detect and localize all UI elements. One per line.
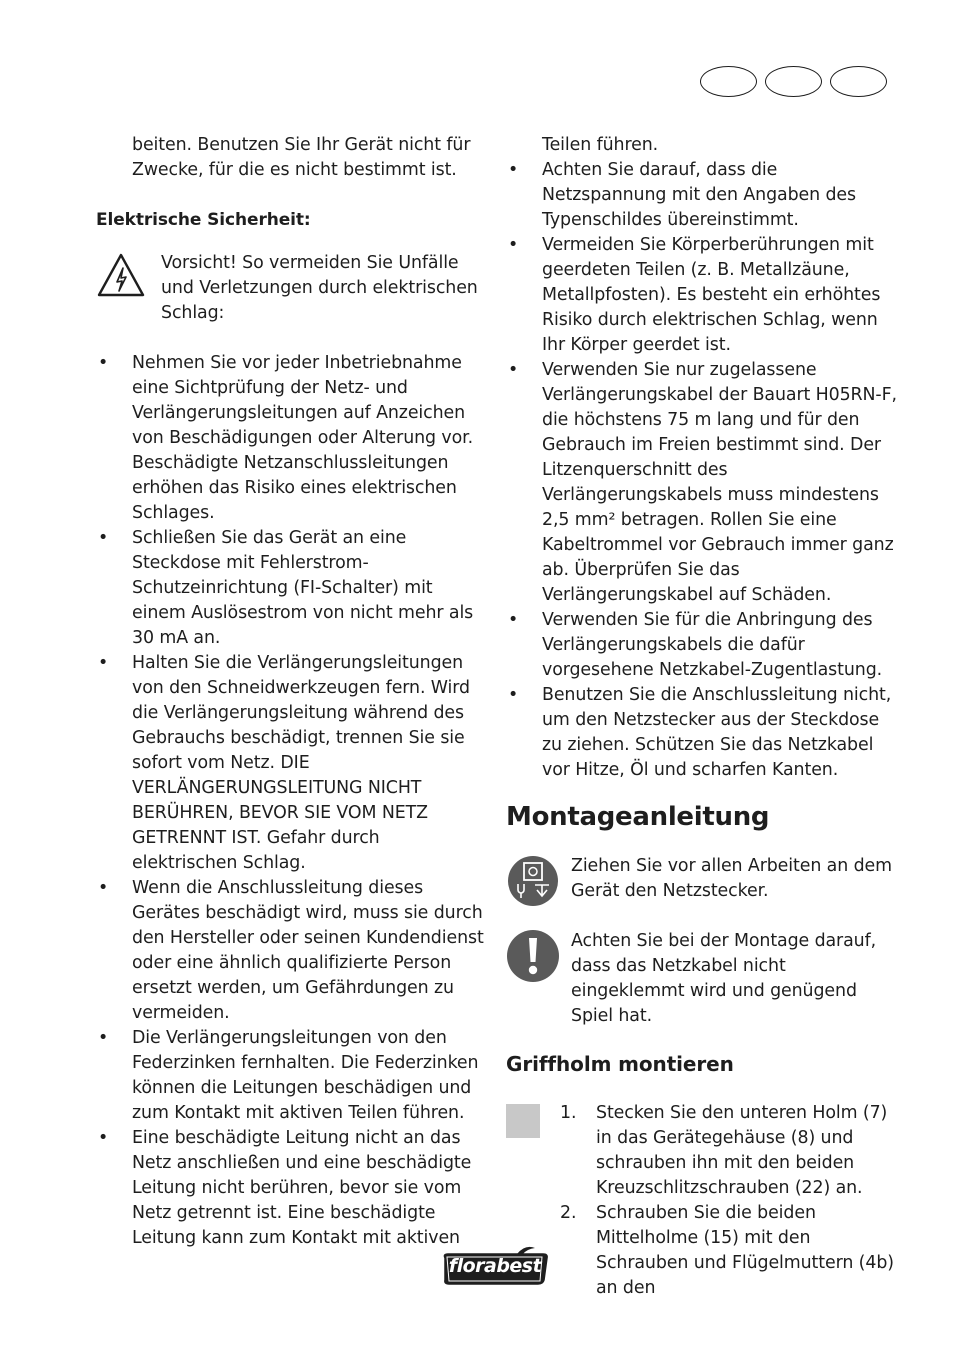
list-item: • Wenn die Anschlussleitung dieses Gerätes beschädigt wird, muss sie durch den Hersteller oder seinen Kundendienst oder eine ähnlich qualifizierte Person ersetzt werden, um Gefährdungen zu vermeiden.	[98, 878, 484, 1023]
plug-notice-text: Ziehen Sie vor allen Arbeiten an dem Gerät den Netzstecker.	[571, 856, 892, 901]
subsection-heading: Griffholm montieren	[506, 1052, 734, 1076]
page-title: Montageanleitung	[506, 802, 770, 832]
exclamation-icon	[506, 929, 560, 991]
right-column	[506, 133, 900, 1301]
brand-logo	[439, 1246, 551, 1288]
list-item: • Die Verlängerungsleitungen von den Federzinken fernhalten. Die Federzinken können die Leitungen beschädigen und zum Kontakt mit aktiven Teilen führen.	[98, 1028, 479, 1123]
list-item: 2. Schrauben Sie die beiden Mittelholme (15) mit den Schrauben und Flügelmuttern (4b) an den	[560, 1203, 894, 1298]
section-heading: Elektrische Sicherheit:	[96, 210, 311, 230]
unplug-icon	[506, 854, 560, 916]
language-oval	[700, 66, 757, 97]
list-item: • Halten Sie die Verlängerungsleitungen von den Schneidwerkzeugen fern. Wird die Verlängerungsleitung während des Gebrauchs beschädigt, trennen Sie sie sofort vom Netz. DIE VERLÄNGERUNGSLEITUNG NICHT BERÜHREN, BEVOR SIE VOM NETZ GETRENNT IST. Gefahr durch elektrischen Schlag.	[98, 653, 470, 873]
assembly-steps	[506, 1101, 900, 1301]
list-item: • Benutzen Sie die Anschlussleitung nicht, um den Netzstecker aus der Steckdose zu ziehen. Schützen Sie das Netzkabel vor Hitze, Öl und scharfen Kanten.	[508, 685, 892, 780]
list-item: • Verwenden Sie für die Anbringung des Verlängerungskabels die dafür vorgesehene Netzkabel-Zugentlastung.	[508, 610, 883, 680]
list-item: • Verwenden Sie nur zugelassene Verlängerungskabel der Bauart H05RN-F, die höchstens 75 m lang und für den Gebrauch im Freien bestimmt sind. Der Litzenquerschnitt des Verlängerungskabels muss mindestens 2,5 mm² betragen. Rollen Sie eine Kabeltrommel vor Gebrauch immer ganz ab. Überprüfen Sie das Verlängerungskabel auf Schäden.	[508, 360, 897, 605]
list-item: 1. Stecken Sie den unteren Holm (7) in das Gerätegehäuse (8) und schrauben ihn mit den beiden Kreuzschlitzschrauben (22) an.	[560, 1103, 888, 1198]
language-oval	[765, 66, 822, 97]
caution-notice	[506, 929, 900, 1029]
brand-name: florabest	[448, 1255, 542, 1277]
safety-list-continued	[506, 158, 900, 783]
left-column	[96, 133, 486, 1251]
list-item: • Schließen Sie das Gerät an eine Steckdose mit Fehlerstrom-Schutzeinrichtung (FI-Schalter) mit einem Auslösestrom von nicht mehr als 30 mA an.	[98, 528, 474, 648]
list-item: • Eine beschädigte Leitung nicht an das Netz anschließen und eine beschädigte Leitung nicht berühren, bevor sie vom Netz getrennt ist. Eine beschädigte Leitung kann zum Kontakt mit aktiven	[98, 1128, 472, 1248]
electric-warning-triangle-icon	[96, 251, 146, 309]
intro-text: beiten. Benutzen Sie Ihr Gerät nicht für Zwecke, für die es nicht bestimmt ist.	[132, 135, 471, 180]
warning-text: Vorsicht! So vermeiden Sie Unfälle und Verletzungen durch elektrischen Schlag:	[161, 253, 478, 323]
language-oval	[830, 66, 887, 97]
warning-notice	[96, 251, 486, 326]
caution-notice-text: Achten Sie bei der Montage darauf, dass das Netzkabel nicht eingeklemmt wird und genügend Spiel hat.	[571, 931, 877, 1026]
list-item: • Vermeiden Sie Körperberührungen mit geerdeten Teilen (z. B. Metallzäune, Metallpfosten). Es besteht ein erhöhtes Risiko durch elektrischen Schlag, wenn Ihr Körper geerdet ist.	[508, 235, 881, 355]
plug-notice	[506, 854, 900, 904]
list-item: • Nehmen Sie vor jeder Inbetriebnahme eine Sichtprüfung der Netz- und Verlängerungsleitungen auf Anzeichen von Beschädigungen oder Alterung vor. Beschädigte Netzanschlussleitungen erhöhen das Risiko eines elektrischen Schlages.	[98, 353, 474, 523]
continuation-text: Teilen führen.	[542, 135, 659, 155]
list-item: • Achten Sie darauf, dass die Netzspannung mit den Angaben des Typenschildes übereinstimmt.	[508, 160, 856, 230]
safety-list	[96, 351, 486, 1251]
